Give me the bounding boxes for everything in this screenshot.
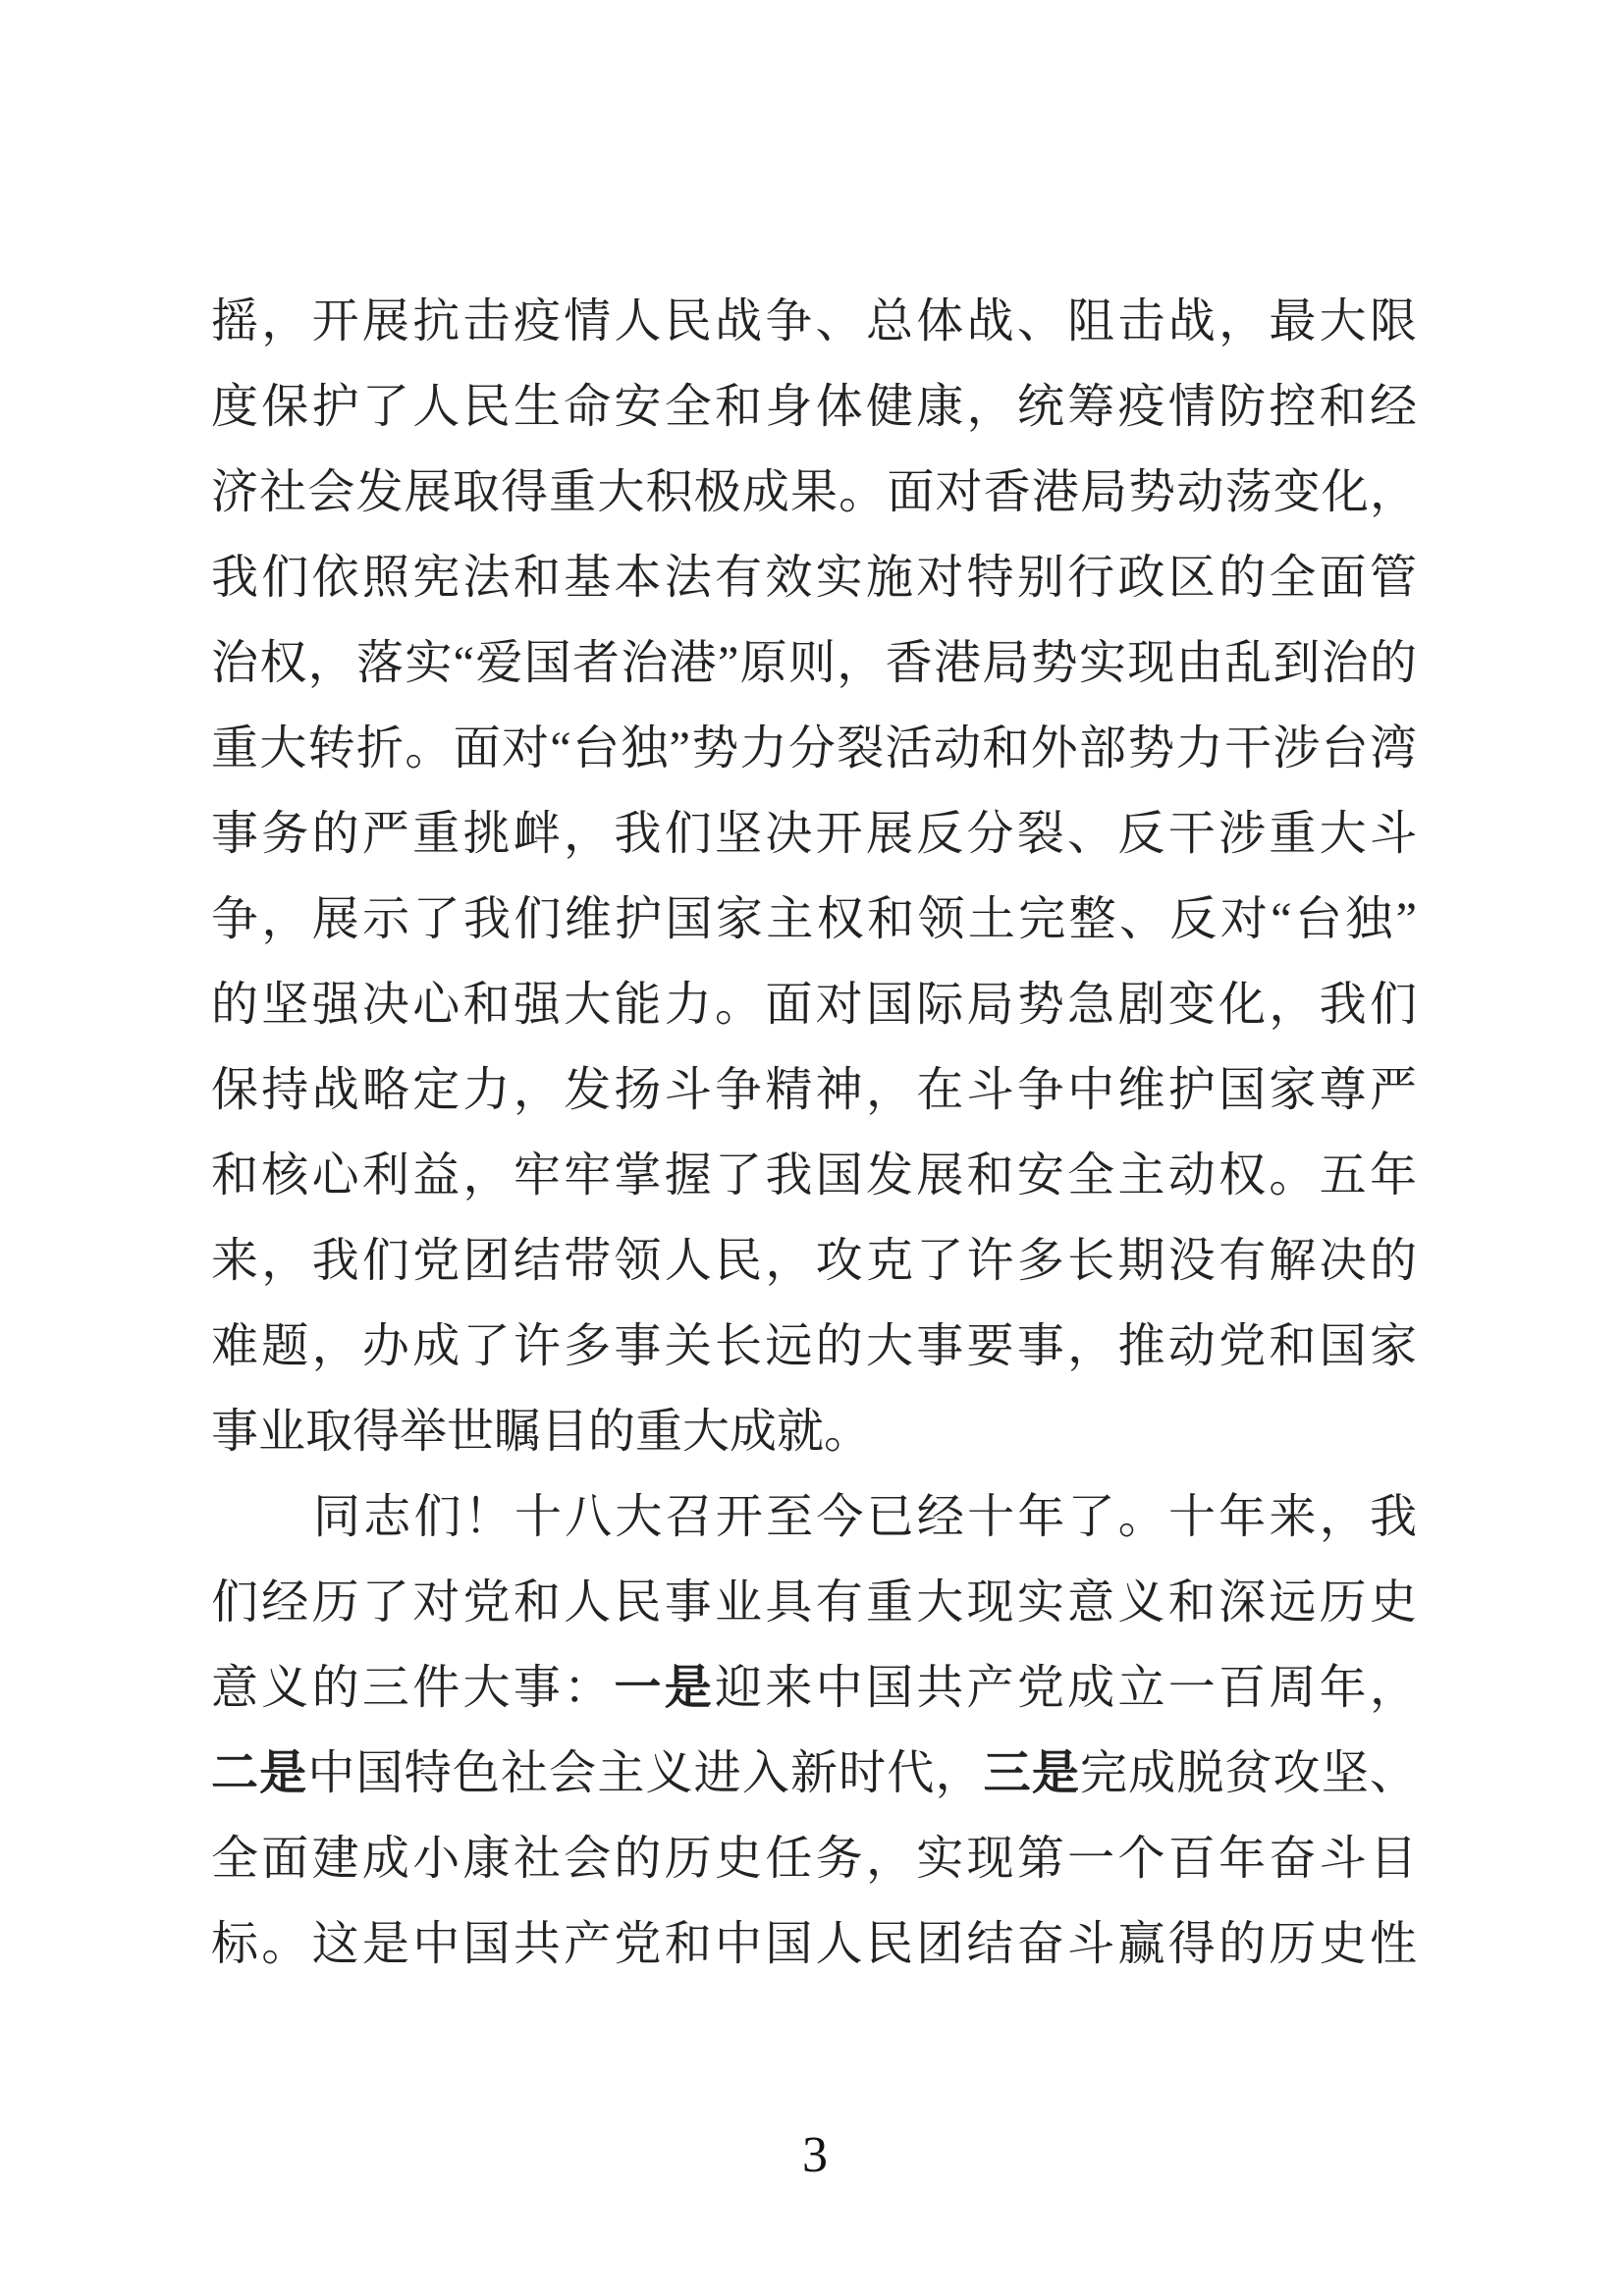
text-line	[211, 1389, 1417, 1474]
text-line	[211, 279, 1417, 364]
text-line	[211, 535, 1417, 620]
text-line	[211, 1731, 1417, 1816]
body-text	[211, 279, 1417, 1987]
text-segment: 济社会发展取得重大积极成果。面对香港局势动荡变化，	[211, 466, 1417, 518]
text-segment: 全面建成小康社会的历史任务，实现第一个百年奋斗目	[211, 1833, 1417, 1885]
text-segment: 意义的三件大事：	[211, 1662, 615, 1714]
text-segment: 同志们！十八大召开至今已经十年了。十年来，我	[313, 1491, 1417, 1543]
text-line	[211, 1218, 1417, 1304]
text-line	[211, 706, 1417, 791]
text-segment: 迎来中国共产党成立一百周年，	[715, 1662, 1417, 1714]
text-segment: 事业取得举世瞩目的重大成就。	[211, 1406, 872, 1458]
text-segment: 的坚强决心和强大能力。面对国际局势急剧变化，我们	[211, 979, 1417, 1031]
text-segment: 和核心利益，牢牢掌握了我国发展和安全主动权。五年	[211, 1149, 1417, 1201]
text-line	[211, 1474, 1417, 1560]
text-line	[211, 1901, 1417, 1987]
text-line	[211, 962, 1417, 1047]
text-line	[211, 364, 1417, 450]
text-line	[211, 791, 1417, 877]
text-line	[211, 620, 1417, 706]
text-line	[211, 877, 1417, 962]
text-line	[211, 1816, 1417, 1901]
emphasis-text: 三是	[983, 1747, 1080, 1799]
page-number: 3	[802, 2127, 828, 2183]
text-segment: 我们依照宪法和基本法有效实施对特别行政区的全面管	[211, 552, 1417, 604]
text-line	[211, 1560, 1417, 1645]
emphasis-text: 二是	[211, 1747, 308, 1799]
text-segment: 们经历了对党和人民事业具有重大现实意义和深远历史	[211, 1576, 1417, 1629]
text-line	[211, 1304, 1417, 1389]
emphasis-text: 一是	[614, 1662, 716, 1714]
text-line	[211, 1645, 1417, 1731]
text-segment: 治权，落实“爱国者治港”原则，香港局势实现由乱到治的	[211, 637, 1417, 689]
text-segment: 摇，开展抗击疫情人民战争、总体战、阻击战，最大限	[211, 295, 1417, 347]
text-segment: 难题，办成了许多事关长远的大事要事，推动党和国家	[211, 1320, 1417, 1372]
text-line	[211, 1133, 1417, 1218]
text-segment: 重大转折。面对“台独”势力分裂活动和外部势力干涉台湾	[211, 722, 1417, 774]
text-segment: 中国特色社会主义进入新时代，	[307, 1747, 984, 1799]
text-segment: 来，我们党团结带领人民，攻克了许多长期没有解决的	[211, 1235, 1417, 1287]
text-segment: 保持战略定力，发扬斗争精神，在斗争中维护国家尊严	[211, 1064, 1417, 1116]
text-segment: 完成脱贫攻坚、	[1080, 1747, 1417, 1799]
text-line	[211, 1047, 1417, 1133]
text-segment: 标。这是中国共产党和中国人民团结奋斗赢得的历史性	[211, 1918, 1417, 1970]
text-line	[211, 450, 1417, 535]
text-segment: 事务的严重挑衅，我们坚决开展反分裂、反干涉重大斗	[211, 808, 1417, 860]
text-segment: 度保护了人民生命安全和身体健康，统筹疫情防控和经	[211, 381, 1417, 433]
text-segment: 争，展示了我们维护国家主权和领土完整、反对“台独”	[211, 893, 1417, 945]
